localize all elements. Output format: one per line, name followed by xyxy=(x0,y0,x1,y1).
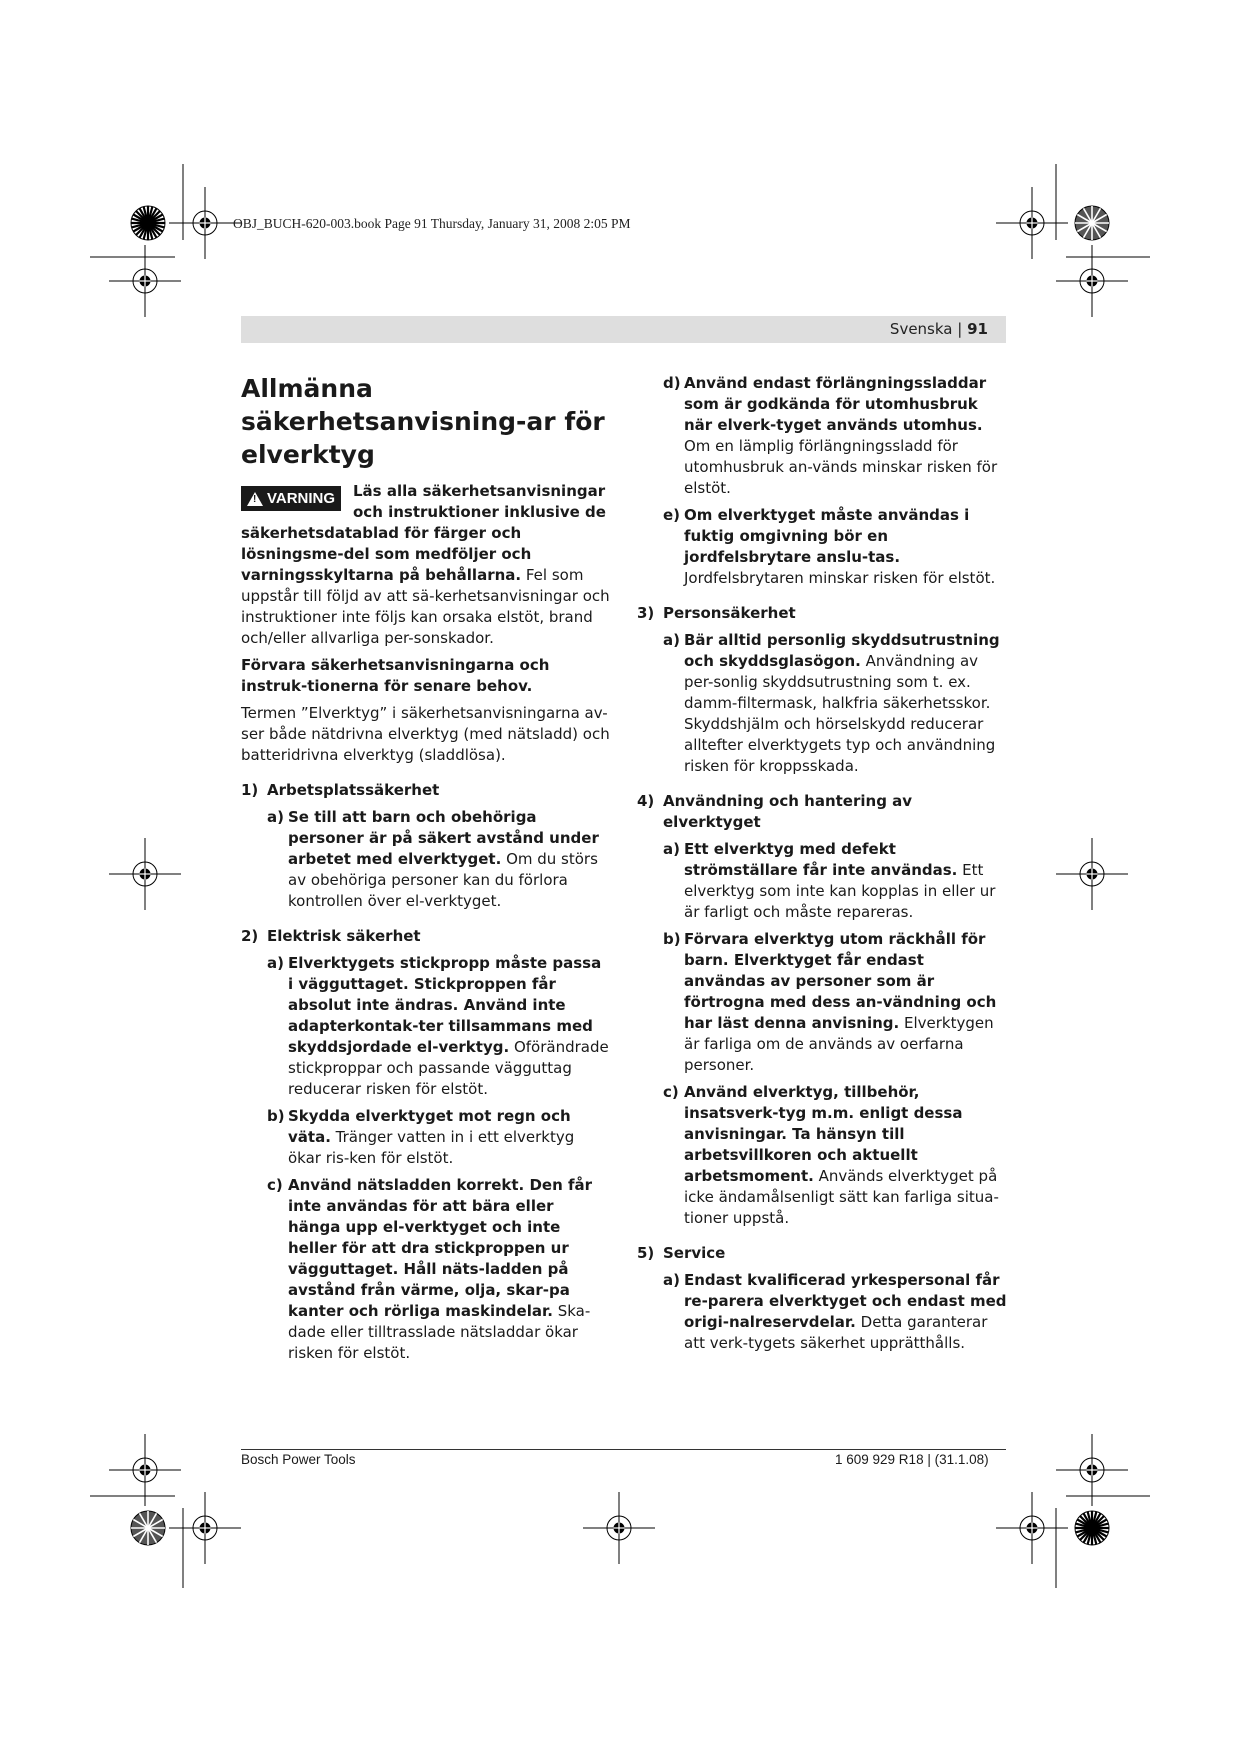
page-header xyxy=(241,316,1006,343)
section-heading: 4) Användning och hantering av elverktyget xyxy=(637,792,913,831)
list-item: c) Använd elverktyg, tillbehör, insatsverk-tyg m.m. enligt dessa anvisningar. Ta hänsyn till arbetsvillkoren och aktuellt arbetsmoment. Används elverktyget på icke ändamålsenligt sätt kan farliga situa-tioner uppstå. xyxy=(663,1083,999,1227)
list-item: b) Förvara elverktyg utom räckhåll för barn. Elverktyget får endast användas av personer som är förtrogna med dess an-vändning och har läst denna anvisning. Elverktygen är farliga om de används av oerfarna personer. xyxy=(663,930,997,1074)
page-title: Allmänna säkerhetsanvisning-ar för elverktyg xyxy=(241,374,605,469)
warning-triangle-icon: ! xyxy=(247,492,263,506)
warning-text: Fel som uppstår till följd av att sä-kerhetsanvisningar och instruktioner inte följs kan orsaka elstöt, brand och/eller allvarliga per-sonskador. xyxy=(241,566,610,647)
keep-instructions: Förvara säkerhetsanvisningarna och instruk-tionerna för senare behov. xyxy=(241,656,550,695)
footer-brand: Bosch Power Tools xyxy=(241,1452,356,1467)
header-language: Svenska xyxy=(889,320,953,338)
header-separator: | xyxy=(957,320,963,338)
section-heading: 3) Personsäkerhet xyxy=(637,604,796,622)
list-item: d) Använd endast förlängningssladdar som är godkända för utomhusbruk när elverk-tyget används utomhus. Om en lämplig förlängningssladd för utomhusbruk an-vänds minskar risken för elstöt. xyxy=(663,374,998,497)
footer-divider xyxy=(241,1449,1006,1450)
warning-bold-text: Läs alla säkerhetsanvisningar och instruktioner inklusive de säkerhetsdatablad för färger och lösningsme-del som medföljer och varningsskyltarna på behållarna. xyxy=(241,482,606,584)
list-item: a) Ett elverktyg med defekt strömställare får inte användas. Ett elverktyg som inte kan kopplas in eller ur är farligt och måste repareras. xyxy=(663,840,996,921)
list-item: a) Endast kvalificerad yrkespersonal får re-parera elverktyget och endast med origi-nalreservdelar. Detta garanterar att verk-tygets säkerhet upprätthålls. xyxy=(663,1271,1007,1352)
page-number: 91 xyxy=(967,320,988,338)
section-heading: 5) Service xyxy=(637,1244,726,1262)
section-heading: 1) Arbetsplatssäkerhet xyxy=(241,781,440,799)
list-item: a) Elverktygets stickpropp måste passa i vägguttaget. Stickproppen får absolut inte ändras. Använd inte adapterkontak-ter tillsammans med skyddsjordade el-verktyg. Oförändrade stickproppar och passande vägguttag reducerar risken för elstöt. xyxy=(267,954,609,1098)
list-item: b) Skydda elverktyget mot regn och väta. Tränger vatten in i ett elverktyg ökar ris-ken för elstöt. xyxy=(267,1107,575,1167)
warning-badge-label: VARNING xyxy=(266,490,336,507)
term-text: Termen ”Elverktyg” i säkerhetsanvisningarna av-ser både nätdrivna elverktyg (med nätsladd) och batteridrivna elverktyg (sladdlösa). xyxy=(241,704,610,764)
header-text xyxy=(890,320,988,338)
warning-block xyxy=(241,481,611,649)
print-slug: OBJ_BUCH-620-003.book Page 91 Thursday, January 31, 2008 2:05 PM xyxy=(233,216,631,231)
list-item: a) Bär alltid personlig skyddsutrustning och skyddsglasögon. Användning av per-sonlig skyddsutrustning som t. ex. damm-filtermask, halkfria säkerhetsskor. Skyddshjälm och hörselskydd reducerar alltefter elverktygets typ och användning risken för kroppsskada. xyxy=(663,631,1000,775)
list-item: a) Se till att barn och obehöriga personer är på säkert avstånd under arbetet med elverktyget. Om du störs av obehöriga personer kan du förlora kontrollen över el-verktyget. xyxy=(267,808,599,910)
section-heading: 2) Elektrisk säkerhet xyxy=(241,927,421,945)
list-item: c) Använd nätsladden korrekt. Den får inte användas för att bära eller hänga upp el-verktyget och inte heller för att dra stickproppen ur vägguttaget. Håll näts-ladden på avstånd från värme, olja, skar-pa kanter och rörliga maskindelar. Ska-dade eller tilltrasslade nätsladdar ökar risken för elstöt. xyxy=(267,1176,593,1362)
footer-doc-number: 1 609 929 R18 | (31.1.08) xyxy=(835,1452,989,1467)
right-column xyxy=(637,373,1009,1360)
list-item: e) Om elverktyget måste användas i fuktig omgivning bör en jordfelsbrytare anslu-tas. Jordfelsbrytaren minskar risken för elstöt. xyxy=(663,506,996,587)
warning-badge xyxy=(241,486,341,511)
left-column xyxy=(241,372,611,1370)
